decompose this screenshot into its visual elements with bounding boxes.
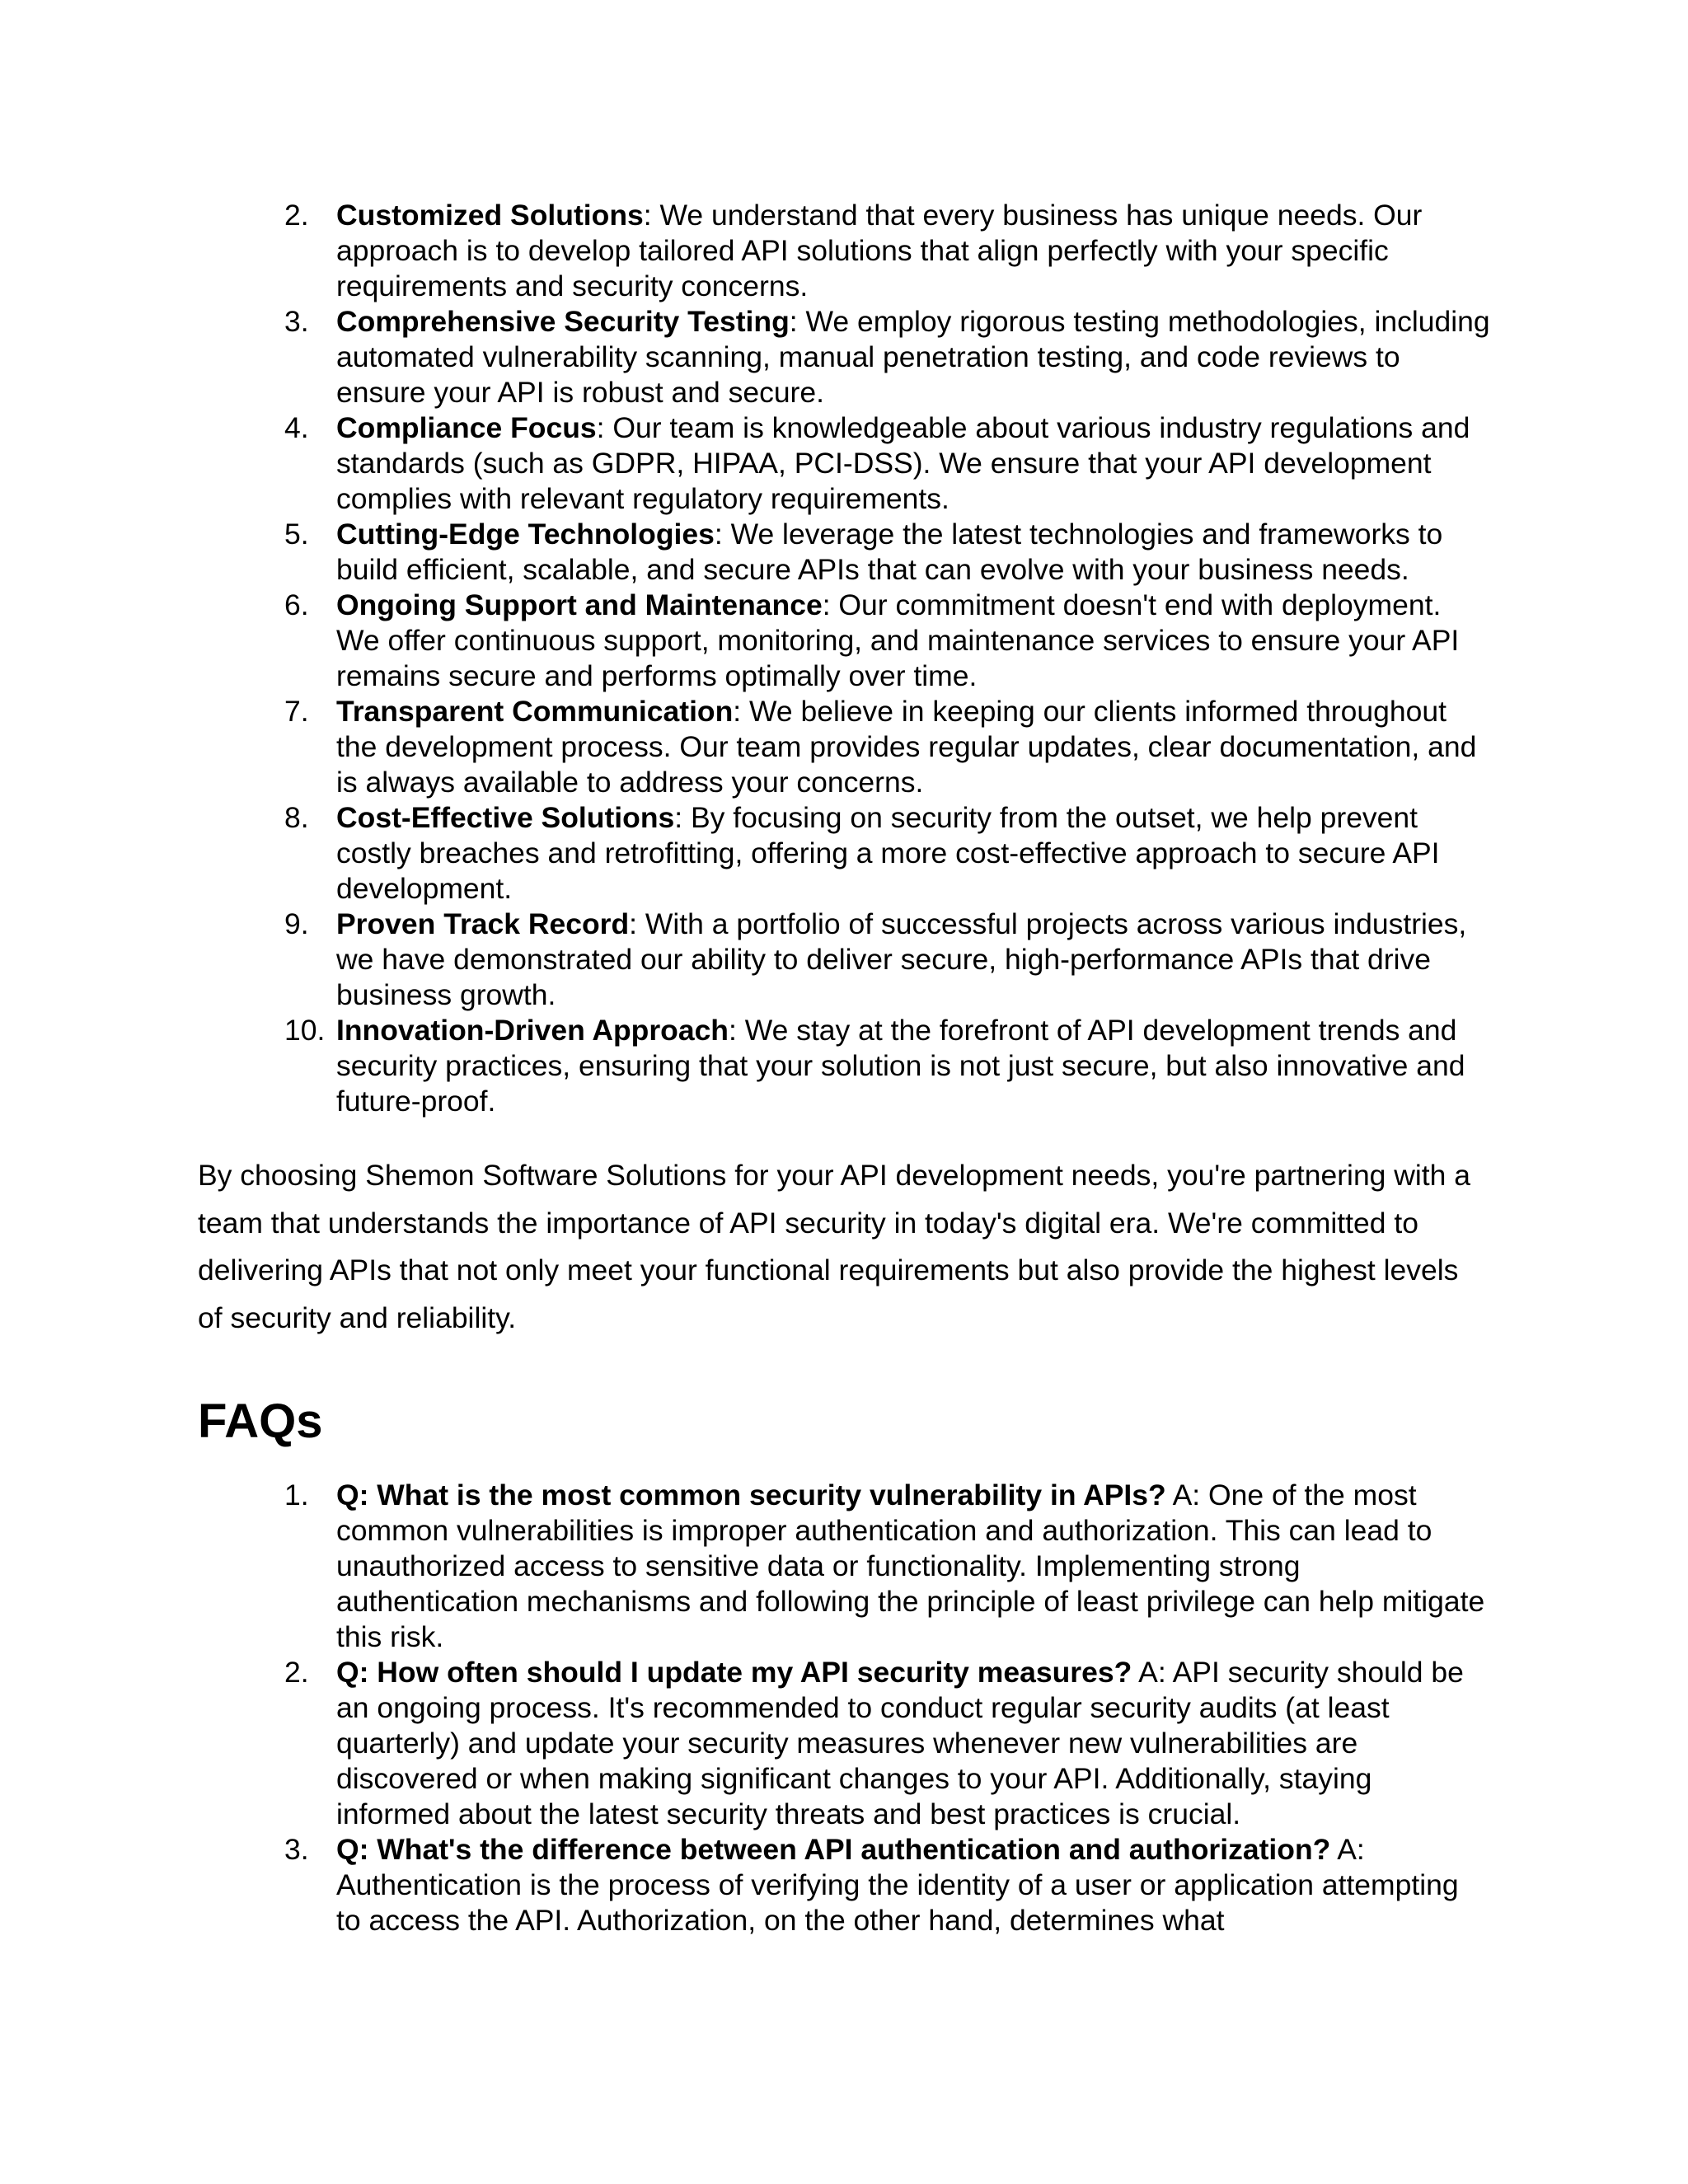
faq-answer: A: Authentication is the process of verifying the identity of a user or application attempting to access the API. Authorization, on the other hand, determines what bbox=[336, 1833, 1459, 1937]
item-number: 2. bbox=[284, 199, 309, 232]
reason-item bbox=[0, 410, 1490, 517]
item-text: : We leverage the latest technologies and frameworks to build efficient, scalable, and secure APIs that can evolve with your business needs. bbox=[336, 518, 1443, 586]
faq-question: Q: What is the most common security vulnerability in APIs? bbox=[336, 1479, 1166, 1511]
reason-item bbox=[0, 198, 1490, 304]
item-title: Proven Track Record bbox=[336, 907, 630, 940]
item-number: 7. bbox=[284, 695, 309, 728]
faq-item bbox=[0, 1655, 1490, 1832]
reason-item bbox=[0, 517, 1490, 588]
item-number: 1. bbox=[284, 1479, 309, 1511]
item-title: Cutting-Edge Technologies bbox=[336, 518, 715, 551]
item-title: Ongoing Support and Maintenance bbox=[336, 588, 823, 621]
item-title: Comprehensive Security Testing bbox=[336, 305, 790, 338]
faq-answer: A: API security should be an ongoing process. It's recommended to conduct regular security audits (at least quarterly) and update your security measures whenever new vulnerabilities are discovered or when making significant changes to your API. Additionally, staying informed about the latest security threats and best practices is crucial. bbox=[336, 1656, 1464, 1830]
faq-question: Q: How often should I update my API security measures? bbox=[336, 1656, 1132, 1689]
reason-item bbox=[0, 1013, 1490, 1119]
item-number: 6. bbox=[284, 588, 309, 621]
reason-item bbox=[0, 694, 1490, 800]
reason-item bbox=[0, 907, 1490, 1013]
item-number: 5. bbox=[284, 518, 309, 551]
faq-item bbox=[0, 1832, 1490, 1938]
item-title: Innovation-Driven Approach bbox=[336, 1014, 729, 1047]
item-text: : Our commitment doesn't end with deployment. We offer continuous support, monitoring, and maintenance services to ensure your API remains secure and performs optimally over time. bbox=[336, 588, 1460, 692]
faq-answer: A: One of the most common vulnerabilities is improper authentication and authorization. This can lead to unauthorized access to sensitive data or functionality. Implementing strong authentication mechanisms and following the principle of least privilege can help mitigate this risk. bbox=[336, 1479, 1485, 1653]
item-text: : We believe in keeping our clients informed throughout the development process. Our team provides regular updates, clear documentation, and is always available to address your concerns. bbox=[336, 695, 1477, 799]
reasons-list bbox=[0, 198, 1490, 1119]
item-number: 8. bbox=[284, 801, 309, 834]
faq-question: Q: What's the difference between API authentication and authorization? bbox=[336, 1833, 1331, 1866]
reason-item bbox=[0, 588, 1490, 694]
reason-item bbox=[0, 304, 1490, 410]
item-title: Transparent Communication bbox=[336, 695, 734, 728]
faq-list bbox=[0, 1478, 1490, 1938]
item-text: : Our team is knowledgeable about various industry regulations and standards (such as GDPR, HIPAA, PCI-DSS). We ensure that your API development complies with relevant regulatory requirements. bbox=[336, 411, 1470, 515]
item-title: Cost-Effective Solutions bbox=[336, 801, 675, 834]
item-title: Customized Solutions bbox=[336, 199, 644, 232]
item-text: : With a portfolio of successful projects across various industries, we have demonstrated our ability to deliver secure, high-performance APIs that drive business growth. bbox=[336, 907, 1467, 1011]
faq-heading: FAQs bbox=[198, 1394, 323, 1448]
reason-item bbox=[0, 800, 1490, 907]
item-number: 10. bbox=[284, 1014, 326, 1047]
item-number: 3. bbox=[284, 1833, 309, 1866]
item-number: 9. bbox=[284, 907, 309, 940]
item-text: : We employ rigorous testing methodologies, including automated vulnerability scanning, manual penetration testing, and code reviews to ensure your API is robust and secure. bbox=[336, 305, 1490, 409]
item-number: 3. bbox=[284, 305, 309, 338]
item-text: : By focusing on security from the outset, we help prevent costly breaches and retrofitting, offering a more cost-effective approach to secure API development. bbox=[336, 801, 1440, 905]
item-text: : We stay at the forefront of API development trends and security practices, ensuring that your solution is not just secure, but also innovative and future-proof. bbox=[336, 1014, 1465, 1118]
closing-paragraph: By choosing Shemon Software Solutions for your API development needs, you're partnering with a team that understands the importance of API security in today's digital era. We're committed to delivering APIs that not only meet your functional requirements but also provide the highest levels of security and reliability. bbox=[198, 1159, 1471, 1334]
item-title: Compliance Focus bbox=[336, 411, 597, 444]
item-number: 4. bbox=[284, 411, 309, 444]
item-number: 2. bbox=[284, 1656, 309, 1689]
item-text: : We understand that every business has unique needs. Our approach is to develop tailored API solutions that align perfectly with your specific requirements and security concerns. bbox=[336, 199, 1423, 302]
faq-item bbox=[0, 1478, 1490, 1655]
